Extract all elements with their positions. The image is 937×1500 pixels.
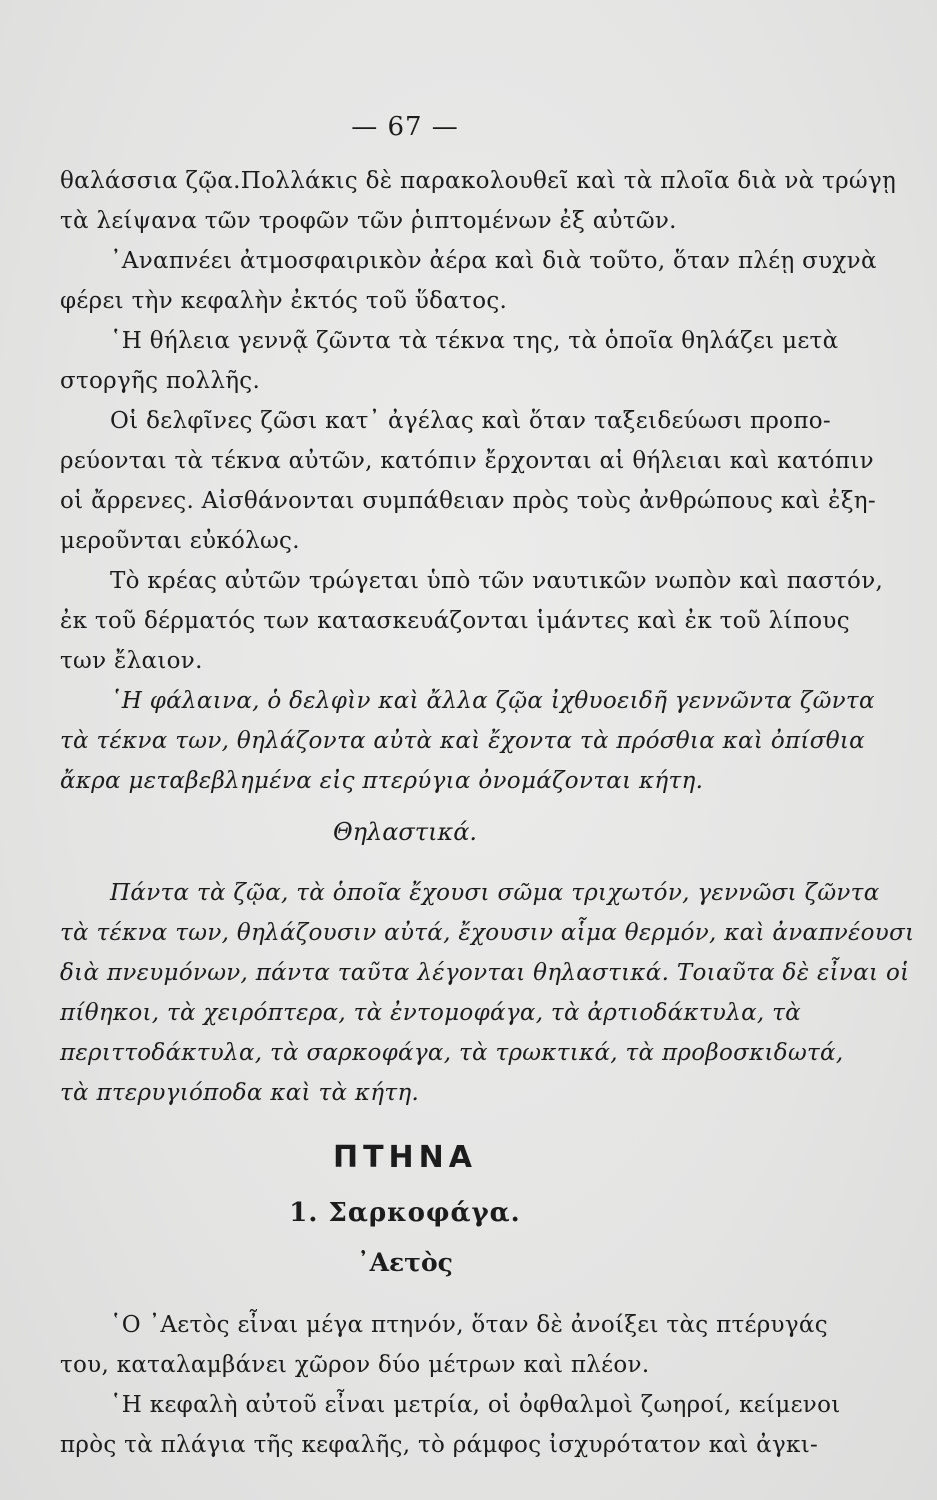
text-line: Οἱ δελφῖνες ζῶσι κατ᾿ ἀγέλας καὶ ὅταν ταξειδεύωσι προπο- bbox=[110, 408, 831, 434]
text-line: ᾿Αναπνέει ἀτμοσφαιρικὸν ἀέρα καὶ διὰ τοῦτο, ὅταν πλέῃ συχνὰ bbox=[110, 248, 877, 274]
subheading-carnivores: 1. Σαρκοφάγα. bbox=[289, 1198, 521, 1228]
text-line: στοργῆς πολλῆς. bbox=[60, 368, 261, 394]
text-line: τὰ λείψανα τῶν τροφῶν τῶν ῥιπτομένων ἐξ αὐτῶν. bbox=[60, 208, 677, 234]
text-line: περιττοδάκτυλα, τὰ σαρκοφάγα, τὰ τρωκτικά, τὰ προβοσκιδωτά, bbox=[60, 1040, 844, 1066]
text-line: διὰ πνευμόνων, πάντα ταῦτα λέγονται θηλαστικά. Τοιαῦτα δὲ εἶναι οἱ bbox=[60, 960, 910, 986]
text-line: μεροῦνται εὐκόλως. bbox=[60, 528, 300, 554]
text-line: τὰ τέκνα των, θηλάζουσιν αὐτά, ἔχουσιν αἷμα θερμόν, καὶ ἀναπνέουσι bbox=[60, 920, 915, 946]
text-line: ῾Η φάλαινα, ὁ δελφὶν καὶ ἄλλα ζῷα ἰχθυοειδῆ γεννῶντα ζῶντα bbox=[110, 688, 875, 714]
text-line: πίθηκοι, τὰ χειρόπτερα, τὰ ἐντομοφάγα, τὰ ἀρτιοδάκτυλα, τὰ bbox=[60, 1000, 801, 1026]
heading-eagle: ᾿Αετὸς bbox=[357, 1248, 453, 1277]
text-line: ἐκ τοῦ δέρματός των κατασκευάζονται ἱμάντες καὶ ἐκ τοῦ λίπους bbox=[60, 608, 850, 634]
text-line: Πάντα τὰ ζῷα, τὰ ὁποῖα ἔχουσι σῶμα τριχωτόν, γεννῶσι ζῶντα bbox=[110, 880, 880, 906]
text-line: ρεύονται τὰ τέκνα αὐτῶν, κατόπιν ἔρχονται αἱ θήλειαι καὶ κατόπιν bbox=[60, 448, 874, 474]
text-line: ῾Η θήλεια γεννᾷ ζῶντα τὰ τέκνα της, τὰ ὁποῖα θηλάζει μετὰ bbox=[110, 328, 839, 354]
text-line: Τὸ κρέας αὐτῶν τρώγεται ὑπὸ τῶν ναυτικῶν νωπὸν καὶ παστόν, bbox=[110, 568, 884, 594]
text-line: ῾Η κεφαλὴ αὐτοῦ εἶναι μετρία, οἱ ὀφθαλμοὶ ζωηροί, κείμενοι bbox=[110, 1392, 841, 1418]
text-line: πρὸς τὰ πλάγια τῆς κεφαλῆς, τὸ ράμφος ἰσχυρότατον καὶ ἀγκι- bbox=[60, 1432, 819, 1458]
text-line: των ἔλαιον. bbox=[60, 648, 203, 674]
text-line: τὰ τέκνα των, θηλάζοντα αὐτὰ καὶ ἔχοντα τὰ πρόσθια καὶ ὀπίσθια bbox=[60, 728, 866, 754]
text-line: φέρει τὴν κεφαλὴν ἐκτός τοῦ ὕδατος. bbox=[60, 288, 508, 314]
section-title-mammals: Θηλαστικά. bbox=[332, 818, 478, 846]
text-line: ἄκρα μεταβεβλημένα εἰς πτερύγια ὀνομάζονται κήτη. bbox=[60, 768, 704, 794]
text-line: οἱ ἄρρενες. Αἰσθάνονται συμπάθειαν πρὸς τοὺς ἀνθρώπους καὶ ἐξη- bbox=[60, 488, 876, 514]
page-number: — 67 — bbox=[351, 112, 459, 142]
text-line: θαλάσσια ζῷα.Πολλάκις δὲ παρακολουθεῖ καὶ τὰ πλοῖα διὰ νὰ τρώγῃ bbox=[60, 168, 897, 194]
text-line: ῾Ο ᾿Αετὸς εἶναι μέγα πτηνόν, ὅταν δὲ ἀνοίξει τὰς πτέρυγάς bbox=[110, 1312, 828, 1338]
heading-birds: ΠΤΗΝΑ bbox=[332, 1140, 477, 1175]
text-line: του, καταλαμβάνει χῶρον δύο μέτρων καὶ πλέον. bbox=[60, 1352, 650, 1378]
text-line: τὰ πτερυγιόποδα καὶ τὰ κήτη. bbox=[60, 1080, 420, 1106]
